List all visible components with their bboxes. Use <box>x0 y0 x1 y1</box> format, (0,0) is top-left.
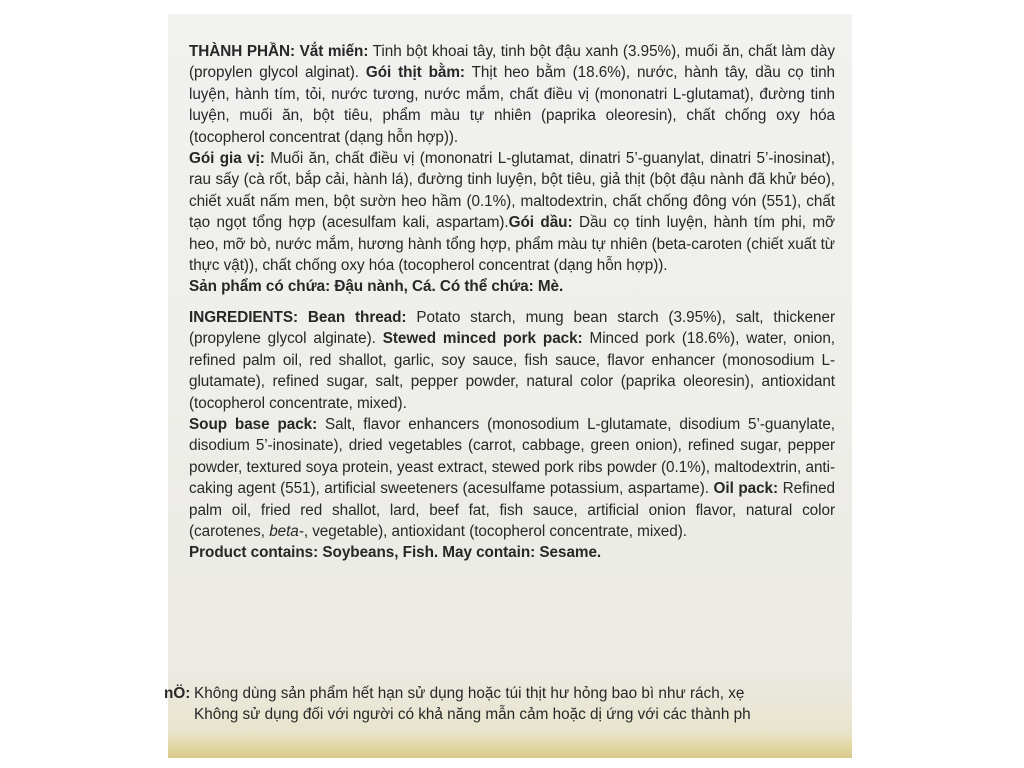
vi-seasoning-text: Muối ăn, chất điều vị (mononatri L-glutamat, dinatri 5’-guanylat, dinatri 5’-inosinat), rau sấy (cà rốt, bắp cải, hành lá), đường tinh luyện, bột tiêu, giả thịt (bột đậu nành đã khử béo), chiết xuất nấm men, bột sườn heo hầm (0.1%), maltodextrin, chất chống đông vón (551), chất tạo ngọt tổng hợp (acesulfam kali, aspartam). <box>189 150 835 232</box>
en-bean-thread-text: Potato starch, mung bean starch (3.95%), salt, thickener (propylene glycol alginate). <box>189 308 835 348</box>
usage-note-line-1 <box>164 683 864 704</box>
vi-oil-pack-heading: Gói dầu: <box>508 214 573 232</box>
en-ingredients-heading: INGREDIENTS: Bean thread: <box>189 308 407 326</box>
en-pork-pack-heading: Stewed minced pork pack: <box>382 330 583 348</box>
en-allergen-statement: Product contains: Soybeans, Fish. May contain: Sesame. <box>189 544 602 562</box>
en-oil-pack-italic-text: beta- <box>269 522 304 540</box>
vi-seasoning-paragraph <box>189 148 835 276</box>
usage-note-line-2 <box>164 704 864 725</box>
en-soup-base-paragraph <box>189 414 835 542</box>
en-soup-base-text: Salt, flavor enhancers (monosodium L-glutamate, disodium 5’-guanylate, disodium 5’-inosinate), dried vegetables (carrot, cabbage, green onion), refined sugar, pepper powder, textured soya protein, yeast extract, stewed pork ribs powder (0.1%), maltodextrin, anti-caking agent (551), artificial sweeteners (acesulfame potassium, aspartame). <box>189 415 835 498</box>
vi-bean-thread-text: Tinh bột khoai tây, tinh bột đậu xanh (3.95%), muối ăn, chất làm dày (propylen glycol alginat). <box>189 43 835 82</box>
vi-ingredients-paragraph <box>189 41 835 148</box>
en-ingredients-paragraph <box>189 307 835 414</box>
vi-pork-pack-text: Thịt heo bằm (18.6%), nước, hành tây, dầu cọ tinh luyện, hành tím, tỏi, nước tương, nước mắm, chất điều vị (mononatri L-glutamat), đường tinh luyện, muối ăn, bột tiêu, phẩm màu tự nhiên (paprika oleoresin), chất chống oxy hóa (tocopherol concentrat (dạng hỗn hợp)). <box>189 64 836 146</box>
vi-seasoning-heading: Gói gia vị: <box>189 150 265 168</box>
usage-note-text-2: Không sử dụng đối với người có khả năng mẫn cảm hoặc dị ứng với các thành ph <box>194 706 751 723</box>
package-label-photo <box>164 14 852 758</box>
en-oil-pack-heading: Oil pack: <box>713 480 779 498</box>
en-soup-base-heading: Soup base pack: <box>189 415 318 433</box>
en-pork-pack-text: Minced pork (18.6%), water, onion, refined palm oil, red shallot, garlic, soy sauce, fish sauce, flavor enhancer (monosodium L-glutamate), refined sugar, salt, pepper powder, natural color (paprika oleoresin), antioxidant (tocopherol concentrate, mixed). <box>189 330 835 412</box>
vi-pork-pack-heading: Gói thịt bằm: <box>365 64 465 82</box>
vi-oil-pack-text: Dầu cọ tinh luyện, hành tím phi, mỡ heo, mỡ bò, nước mắm, hương hành tổng hợp, phẩm màu tự nhiên (beta-caroten (chiết xuất từ thực vật)), chất chống oxy hóa (tocopherol concentrat (dạng hỗn hợp)). <box>189 214 835 275</box>
vi-ingredients-heading: THÀNH PHẦN: Vắt miến: <box>189 43 369 60</box>
en-oil-pack-text: Refined palm oil, fried red shallot, lard, beef fat, fish sauce, artificial onion flavor, natural color (carotenes, <box>189 480 835 540</box>
ingredients-text <box>189 41 835 564</box>
usage-note-text-1: Không dùng sản phẩm hết hạn sử dụng hoặc túi thịt hư hỏng bao bì như rách, xẹ <box>194 685 745 702</box>
package-yellow-band <box>168 732 852 758</box>
usage-note-label: nÖ: <box>164 685 191 702</box>
en-oil-pack-text-end: , vegetable), antioxidant (tocopherol concentrate, mixed). <box>303 522 687 540</box>
vi-allergen-statement: Sản phẩm có chứa: Đậu nành, Cá. Có thể chứa: Mè. <box>189 278 564 296</box>
usage-note <box>164 683 864 725</box>
